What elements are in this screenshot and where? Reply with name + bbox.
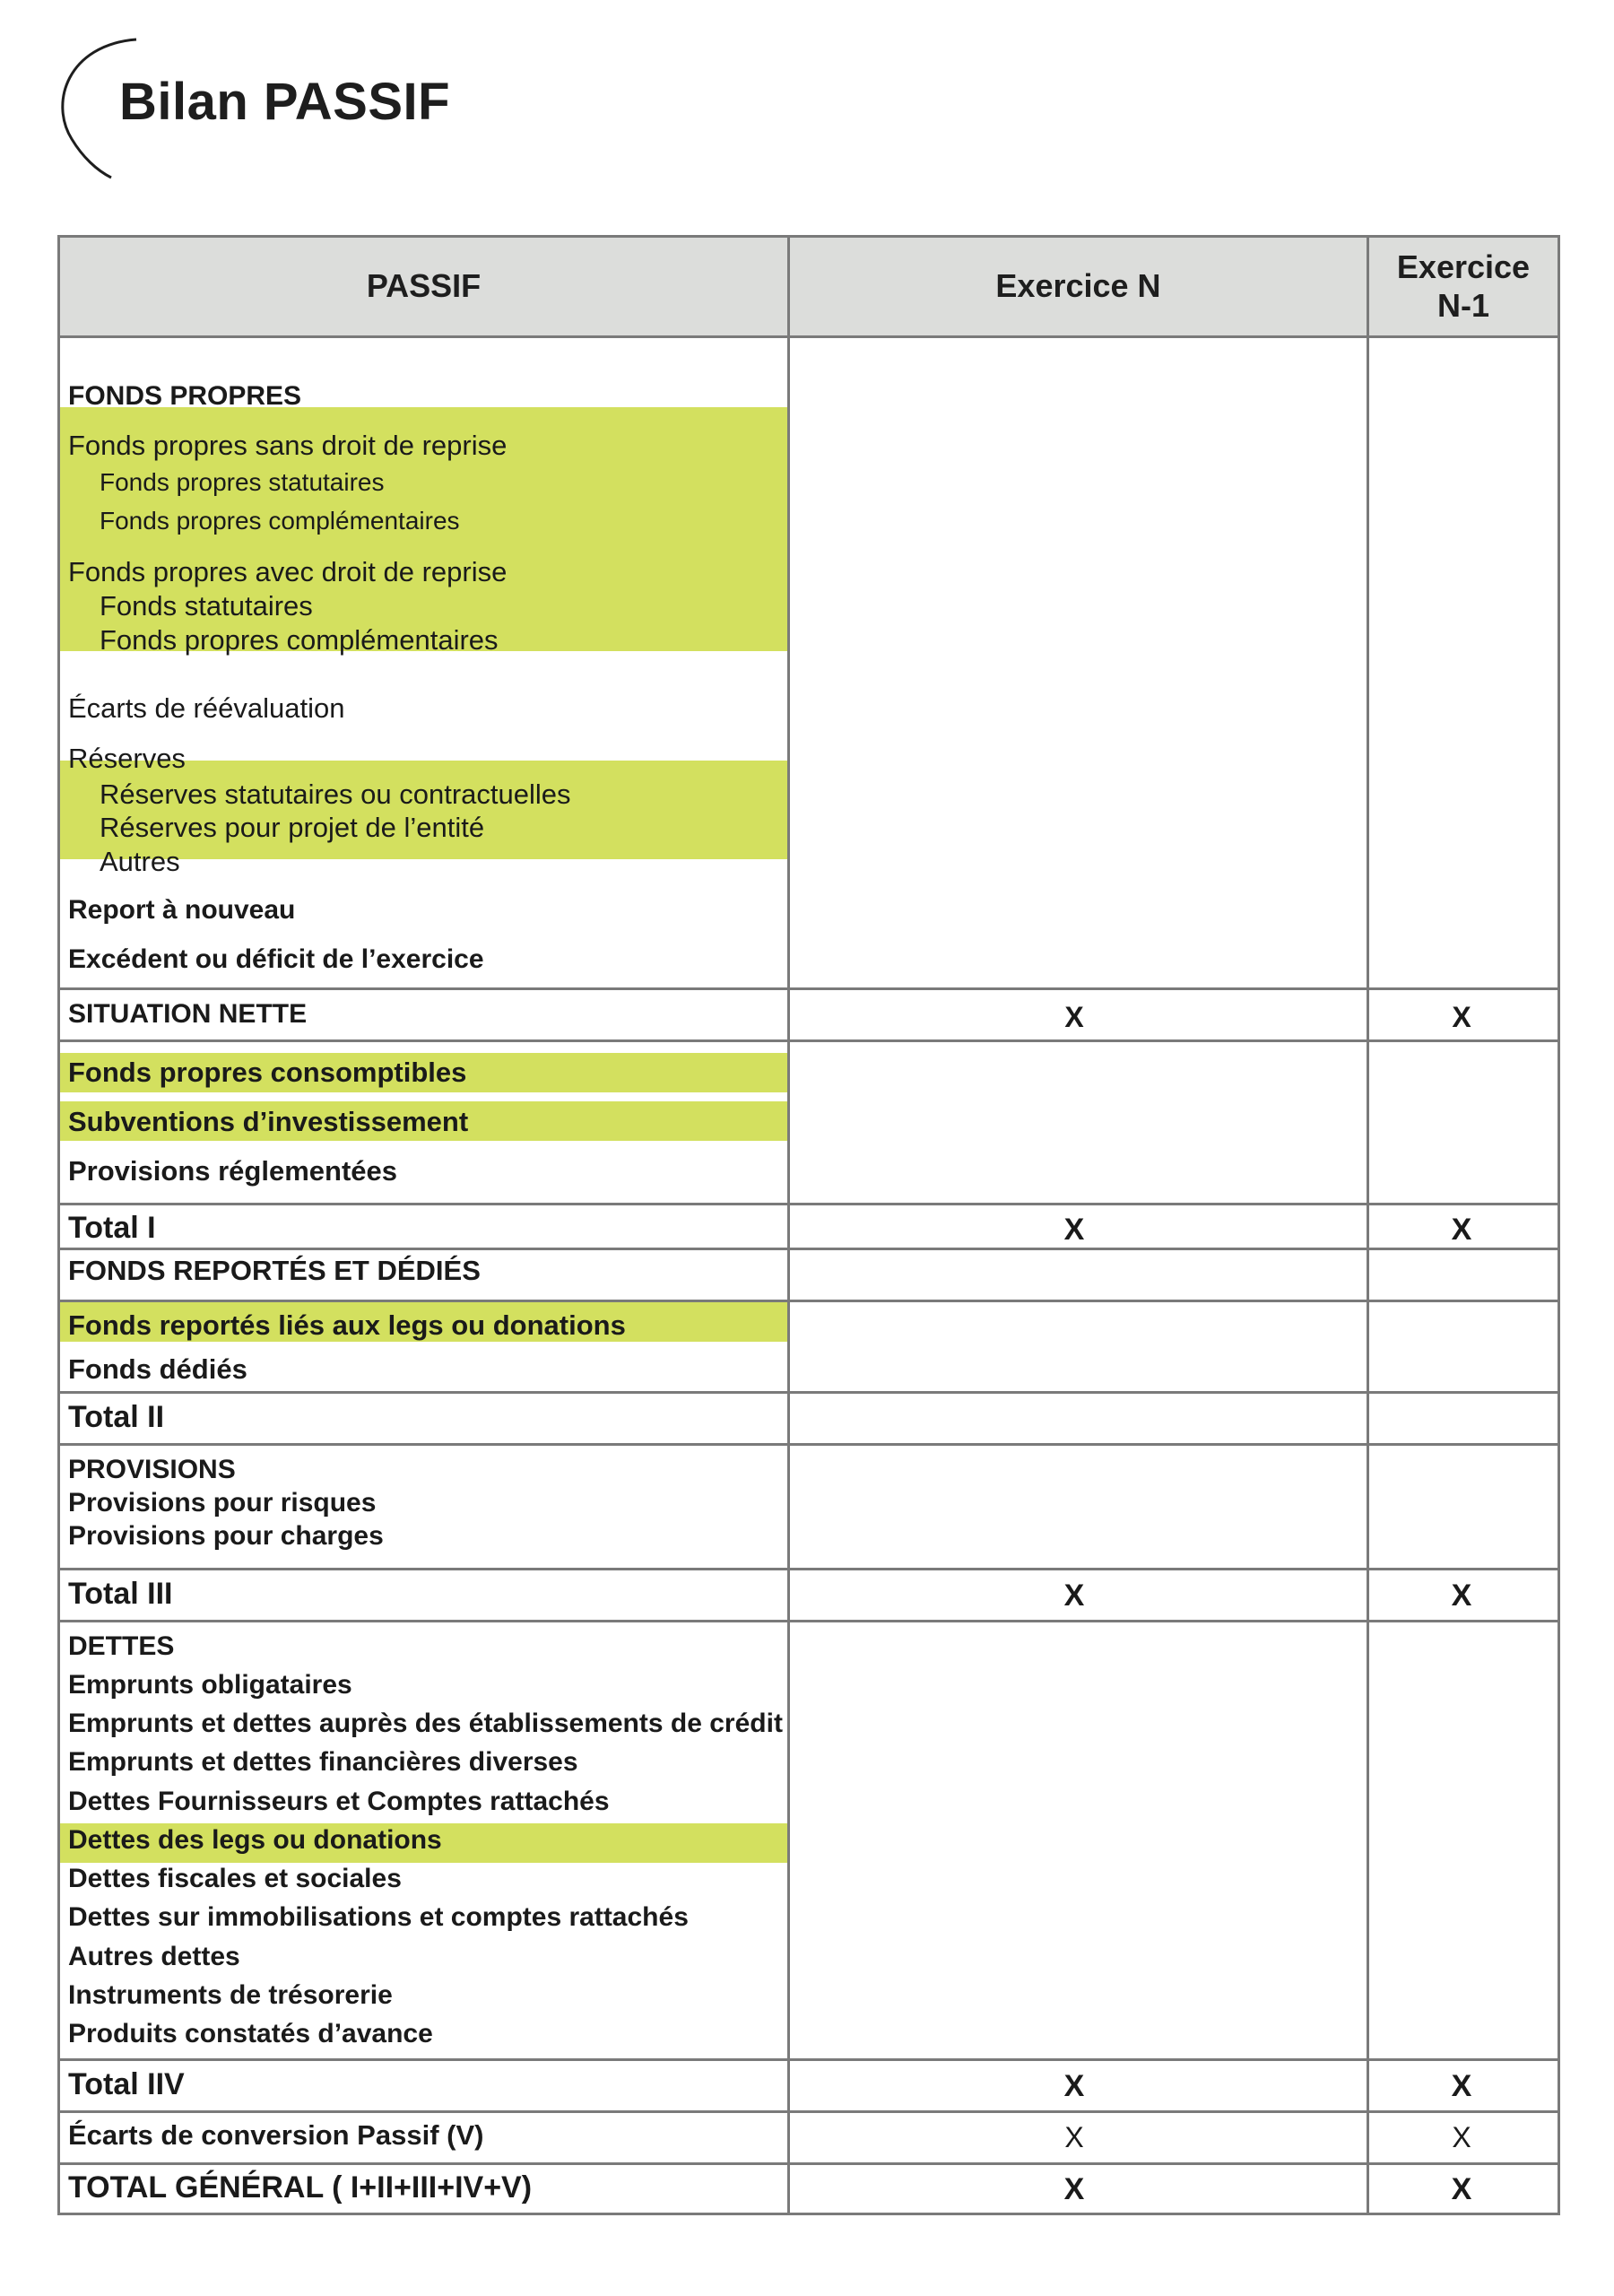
- table-rule: [57, 1568, 1560, 1570]
- label-dettes-legs: Dettes des legs ou donations: [68, 1825, 442, 1855]
- table-rule: [57, 1300, 1560, 1302]
- label-produits-constates: Produits constatés d’avance: [68, 2019, 433, 2048]
- table-rule: [57, 2162, 1560, 2165]
- exercice-n1-value: X: [1452, 2121, 1471, 2153]
- exercice-n-value: X: [1063, 1578, 1085, 1613]
- label-emprunts-credit: Emprunts et dettes auprès des établissements de crédit: [68, 1709, 783, 1738]
- label-situation-nette: SITUATION NETTE: [68, 999, 308, 1029]
- label-emprunts-financieres: Emprunts et dettes financières diverses: [68, 1747, 578, 1777]
- label-reserves-projet: Réserves pour projet de l’entité: [100, 812, 485, 843]
- label-dettes: DETTES: [68, 1631, 175, 1661]
- label-ecarts-reevaluation: Écarts de réévaluation: [68, 692, 345, 724]
- column-header-passif: PASSIF: [366, 267, 482, 305]
- column-header-exercice-n: Exercice N: [995, 267, 1161, 305]
- table-rule: [57, 1039, 1560, 1042]
- label-total-iiv: Total IIV: [68, 2067, 185, 2101]
- label-fonds-propres-consomptibles: Fonds propres consomptibles: [68, 1057, 467, 1088]
- label-instruments-tresorerie: Instruments de trésorerie: [68, 1980, 393, 2010]
- label-excedent-deficit: Excédent ou déficit de l’exercice: [68, 944, 484, 974]
- label-fonds-reportes-dedies: FONDS REPORTÉS ET DÉDIÉS: [68, 1255, 481, 1286]
- label-provisions: PROVISIONS: [68, 1455, 236, 1484]
- exercice-n-value: X: [1064, 1001, 1084, 1033]
- label-fonds-propres-sans-droit: Fonds propres sans droit de reprise: [68, 430, 508, 461]
- label-dettes-fournisseurs: Dettes Fournisseurs et Comptes rattachés: [68, 1787, 610, 1816]
- label-provisions-charges: Provisions pour charges: [68, 1521, 384, 1551]
- label-fonds-propres: FONDS PROPRES: [68, 381, 302, 411]
- exercice-n1-value: X: [1451, 2069, 1472, 2103]
- table-rule: [57, 1391, 1560, 1394]
- label-reserves: Réserves: [68, 743, 186, 774]
- column-header-exercice-n1: Exercice N-1: [1396, 248, 1531, 324]
- table-rule: [57, 1443, 1560, 1446]
- label-ecarts-conversion: Écarts de conversion Passif (V): [68, 2119, 484, 2151]
- label-fonds-dedies: Fonds dédiés: [68, 1353, 247, 1385]
- label-total-ii: Total II: [68, 1400, 165, 1434]
- label-dettes-fiscales: Dettes fiscales et sociales: [68, 1864, 402, 1893]
- table-rule: [57, 235, 1560, 238]
- highlight-band: [60, 761, 787, 859]
- label-total-iii: Total III: [68, 1577, 173, 1611]
- label-autres: Autres: [100, 846, 180, 877]
- table-rule: [57, 1248, 1560, 1250]
- label-fonds-propres-statutaires: Fonds propres statutaires: [100, 468, 385, 496]
- table-rule: [1367, 235, 1369, 2215]
- label-report-a-nouveau: Report à nouveau: [68, 895, 296, 925]
- table-rule: [787, 235, 790, 2215]
- passif-table: [57, 235, 1560, 2215]
- exercice-n-value: X: [1064, 2121, 1084, 2153]
- label-fonds-propres-avec-droit: Fonds propres avec droit de reprise: [68, 556, 508, 587]
- label-total-i: Total I: [68, 1211, 156, 1245]
- label-fonds-propres-complementaires: Fonds propres complémentaires: [100, 507, 460, 535]
- label-fonds-propres-complementaires-2: Fonds propres complémentaires: [100, 624, 499, 656]
- exercice-n-value: X: [1063, 2069, 1085, 2103]
- table-rule: [57, 2110, 1560, 2113]
- table-rule: [57, 987, 1560, 990]
- label-subventions-investissement: Subventions d’investissement: [68, 1106, 469, 1137]
- label-provisions-risques: Provisions pour risques: [68, 1488, 377, 1518]
- label-reserves-statutaires: Réserves statutaires ou contractuelles: [100, 778, 571, 810]
- exercice-n-value: X: [1063, 1213, 1085, 1247]
- table-rule: [57, 1620, 1560, 1622]
- label-emprunts-obligataires: Emprunts obligataires: [68, 1670, 352, 1700]
- table-rule: [57, 1203, 1560, 1205]
- label-fonds-statutaires: Fonds statutaires: [100, 590, 313, 622]
- exercice-n-value: X: [1063, 2172, 1085, 2206]
- exercice-n1-value: X: [1451, 1578, 1472, 1613]
- exercice-n1-value: X: [1452, 1001, 1471, 1033]
- table-rule: [57, 2213, 1560, 2215]
- exercice-n1-value: X: [1451, 2172, 1472, 2206]
- label-provisions-reglementees: Provisions réglementées: [68, 1155, 397, 1187]
- page-title: Bilan PASSIF: [119, 73, 451, 131]
- exercice-n1-value: X: [1451, 1213, 1472, 1247]
- label-fonds-reportes-legs: Fonds reportés liés aux legs ou donations: [68, 1309, 626, 1341]
- label-total-general: TOTAL GÉNÉRAL ( I+II+III+IV+V): [68, 2170, 533, 2205]
- label-autres-dettes: Autres dettes: [68, 1942, 240, 1971]
- table-rule: [1558, 235, 1560, 2215]
- table-rule: [57, 2058, 1560, 2061]
- label-dettes-immobilisations: Dettes sur immobilisations et comptes rattachés: [68, 1902, 689, 1932]
- table-rule: [57, 335, 1560, 338]
- table-rule: [57, 235, 60, 2215]
